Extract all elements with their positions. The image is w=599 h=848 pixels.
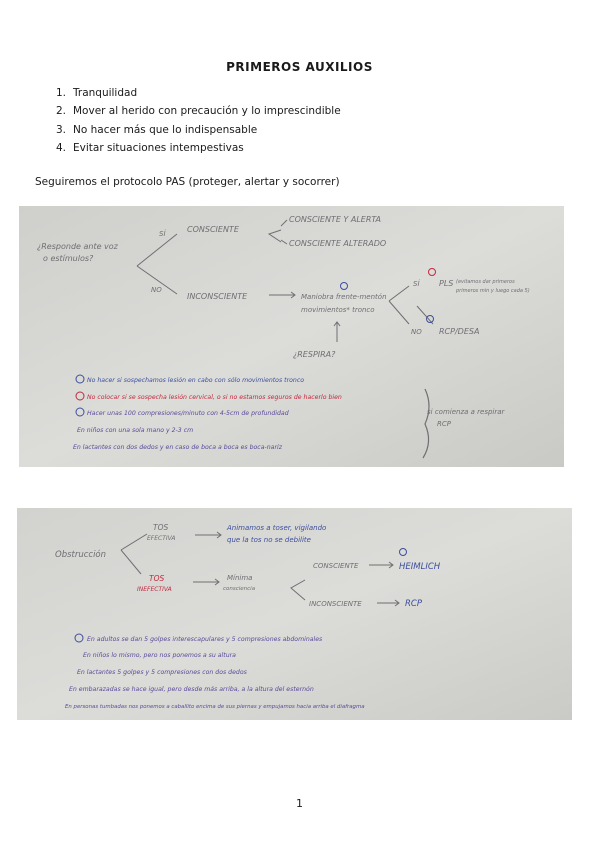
list-text: Evitar situaciones intempestivas <box>73 141 244 154</box>
hw-maniobra-line1: Maniobra frente-mentón <box>301 293 387 301</box>
list-text: No hacer más que lo indispensable <box>73 123 258 136</box>
hw-animamos-line2: que la tos no se debilite <box>227 536 311 544</box>
hw-question-line1: ¿Responde ante voz <box>37 242 118 251</box>
list-number: 2. <box>56 105 67 118</box>
hw-note-line: En niños con una sola mano y 2-3 cm <box>77 427 194 434</box>
hw-bracket-note-line1: si comienza a respirar <box>427 408 505 416</box>
consciousness-flowchart-photo <box>19 206 564 467</box>
hw-animamos-line1: Animamos a toser, vigilando <box>227 524 327 532</box>
hw-no-label: NO <box>151 286 162 294</box>
hw-pls: PLS <box>439 279 454 288</box>
hw-tos-inefectiva-line1: TOS <box>149 574 165 583</box>
list-number: 3. <box>56 123 67 136</box>
hw-consciente-alerta: CONSCIENTE Y ALERTA <box>289 215 382 224</box>
hw-consciente-alterado: CONSCIENTE ALTERADO <box>289 239 387 248</box>
hw-inconsciente: INCONSCIENTE <box>187 292 248 301</box>
hw-si-label: SÍ <box>159 230 166 238</box>
hw-consciente: CONSCIENTE <box>313 562 359 570</box>
obstruction-flowchart-photo <box>17 508 572 720</box>
hw-minima-line1: Mínima <box>227 574 253 582</box>
hw-minima-line2: consciencia <box>223 586 256 592</box>
list-item <box>56 139 341 157</box>
hw-note-line: Hacer unas 100 compresiones/minuto con 4-5cm de profundidad <box>87 410 289 417</box>
hw-question-line2: o estímulos? <box>43 254 94 263</box>
protocol-paragraph: Seguiremos el protocolo PAS (proteger, alertar y socorrer) <box>35 176 340 188</box>
hw-si2-label: SÍ <box>413 280 420 288</box>
hw-note-line: En personas tumbadas nos ponemos a caballito encima de sus piernas y empujamos hacia arriba el diafragma <box>65 704 365 710</box>
hw-consciente: CONSCIENTE <box>187 225 239 234</box>
hw-pls-note-line1: (evitamos dar primeros <box>456 279 515 285</box>
hw-tos-inefectiva-line2: INEFECTIVA <box>137 586 172 593</box>
hw-note-line: En lactantes con dos dedos y en caso de boca a boca es boca-nariz <box>73 444 282 451</box>
list-item <box>56 102 341 120</box>
list-item <box>56 84 341 102</box>
list-text: Tranquilidad <box>73 87 138 99</box>
hw-tos-efectiva-line1: TOS <box>153 523 169 532</box>
hw-inconsciente: INCONSCIENTE <box>309 600 362 608</box>
document-title: PRIMEROS AUXILIOS <box>226 60 373 74</box>
hw-rcp-desa: RCP/DESA <box>439 327 480 336</box>
hw-no2-label: NO <box>411 328 422 336</box>
hw-respira-question: ¿RESPIRA? <box>293 350 336 359</box>
hw-tos-efectiva-line2: EFECTIVA <box>147 535 176 542</box>
hw-heimlich: HEIMLICH <box>399 562 441 572</box>
hw-note-line: No colocar si se sospecha lesión cervical, o si no estamos seguros de hacerlo bien <box>87 394 342 401</box>
hw-bracket-note-line2: RCP <box>437 420 451 428</box>
hw-note-line: No hacer si sospechamos lesión en cabo con sólo movimientos tronco <box>87 377 305 384</box>
first-aid-principles-list <box>56 84 341 157</box>
list-number: 1. <box>56 87 67 99</box>
list-number: 4. <box>56 141 67 154</box>
hw-note-line: En adultos se dan 5 golpes interescapulares y 5 compresiones abdominales <box>87 636 323 643</box>
hw-note-line: En niños lo mismo, pero nos ponemos a su altura <box>83 652 236 659</box>
hw-obstruccion: Obstrucción <box>55 550 107 560</box>
list-item <box>56 121 341 139</box>
list-text: Mover al herido con precaución y lo imprescindible <box>73 105 341 118</box>
hw-note-line: En lactantes 5 golpes y 5 compresiones con dos dedos <box>77 669 247 676</box>
hw-pls-note-line2: primeros min y luego cada 5) <box>456 288 530 294</box>
hw-note-line: En embarazadas se hace igual, pero desde más arriba, a la altura del esternón <box>69 686 314 693</box>
page-number: 1 <box>296 797 303 810</box>
hw-maniobra-line2: movimientos* tronco <box>301 306 375 314</box>
hw-rcp: RCP <box>405 599 422 609</box>
